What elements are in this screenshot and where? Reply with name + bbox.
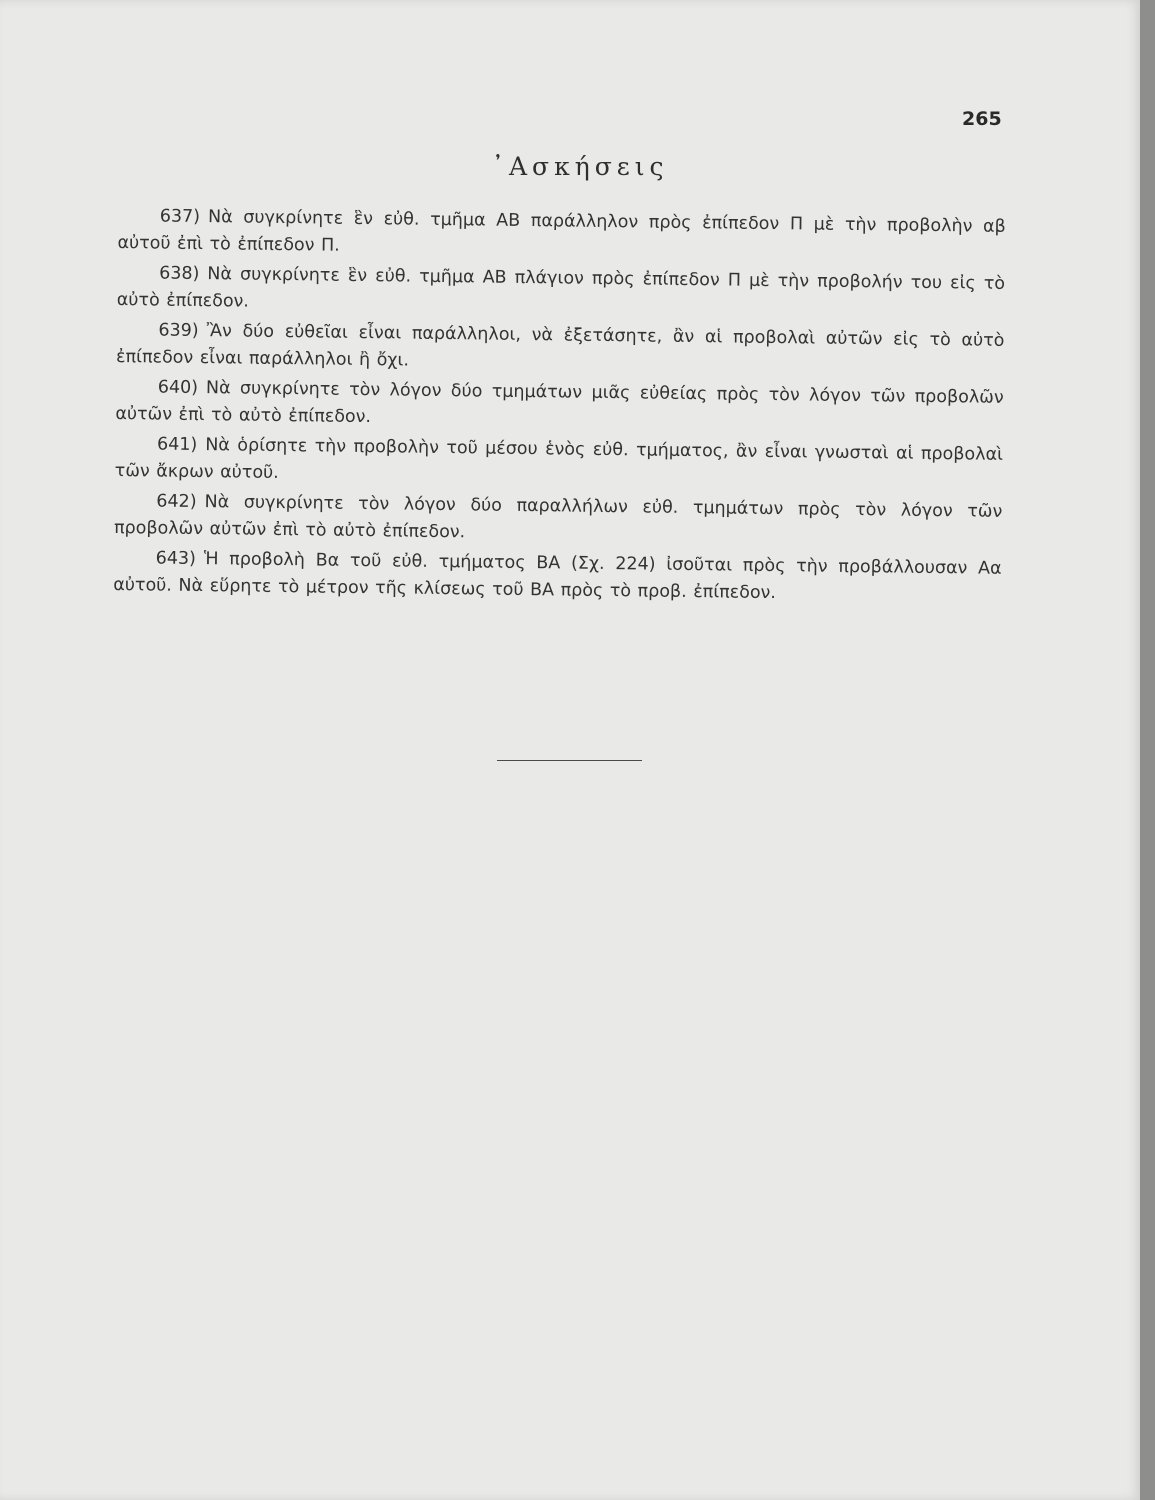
exercise-text: Νὰ ὁρίσητε τὴν προβολὴν τοῦ μέσου ἑνὸς εὐθ. τμήματος, ἂν εἶναι γνωσταὶ αἱ προβολαὶ τῶν ἄκρων αὐτοῦ. <box>114 435 1004 483</box>
section-end-divider <box>497 760 642 761</box>
exercise-text: Νὰ συγκρίνητε ἓν εὐθ. τμῆμα ΑΒ παράλληλον πρὸς ἐπίπεδον Π μὲ τὴν προβολὴν αβ αὐτοῦ ἐπὶ τὸ ἐπίπεδον Π. <box>117 207 1006 256</box>
exercise-item <box>116 317 1005 381</box>
exercise-number: 642) <box>156 491 197 512</box>
exercise-item <box>117 260 1006 324</box>
exercise-item <box>115 431 1004 495</box>
page-number: 265 <box>962 108 1002 130</box>
section-heading: ᾿Ασκήσεις <box>491 152 669 181</box>
exercise-item <box>113 545 1002 609</box>
exercise-number: 640) <box>157 377 199 398</box>
exercise-number: 639) <box>158 320 199 341</box>
exercise-item <box>117 203 1006 267</box>
exercise-number: 641) <box>156 434 198 455</box>
exercise-number: 643) <box>155 548 197 569</box>
exercise-text: Νὰ συγκρίνητε τὸν λόγον δύο παραλλήλων εὐθ. τμημάτων πρὸς τὸν λόγον τῶν προβολῶν αὐτῶν ἐπὶ τὸ αὐτὸ ἐπίπεδον. <box>113 492 1003 542</box>
exercise-number: 638) <box>159 263 200 284</box>
exercise-number: 637) <box>159 206 201 228</box>
exercise-list <box>113 203 1006 613</box>
exercise-item <box>115 374 1004 438</box>
page-edge-shadow <box>1140 0 1155 1500</box>
exercise-text: Ἂν δύο εὐθεῖαι εἶναι παράλληλοι, νὰ ἐξετάσητε, ἂν αἱ προβολαὶ αὐτῶν εἰς τὸ αὐτὸ ἐπίπεδον εἶναι παράλληλοι ἢ ὄχι. <box>116 321 1005 371</box>
exercise-text: Νὰ συγκρίνητε ἓν εὐθ. τμῆμα ΑΒ πλάγιον πρὸς ἐπίπεδον Π μὲ τὴν προβολήν του εἰς τὸ αὐτὸ ἐπίπεδον. <box>116 264 1006 312</box>
exercise-item <box>114 488 1003 552</box>
exercise-text: Νὰ συγκρίνητε τὸν λόγον δύο τμημάτων μιᾶς εὐθείας πρὸς τὸν λόγον τῶν προβολῶν αὐτῶν ἐπὶ τὸ αὐτὸ ἐπίπεδον. <box>115 378 1004 427</box>
exercise-text: Ἡ προβολὴ Βα τοῦ εὐθ. τμήματος ΒΑ (Σχ. 224) ἰσοῦται πρὸς τὴν προβάλλουσαν Αα αὐτοῦ. Νὰ εὕρητε τὸ μέτρον τῆς κλίσεως τοῦ ΒΑ πρὸς τὸ προβ. ἐπίπεδον. <box>113 549 1002 603</box>
